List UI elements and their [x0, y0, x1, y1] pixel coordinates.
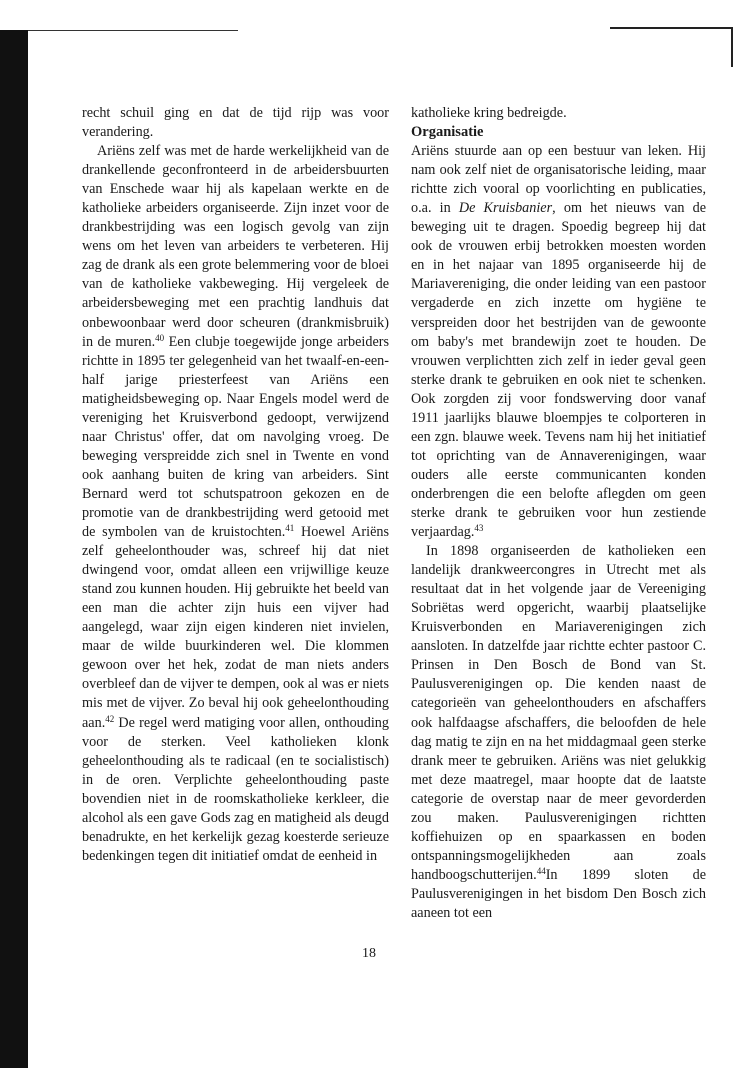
left-p2a-text: Ariëns zelf was met de harde werkelijkheid van de drankellende geconfronteerd in de arbeidersbuurten van Enschede waar hij als kapelaan werkte en de katholieke arbeiders organiseerde. Zijn inzet voor de drankbestrijding was een logisch gevolg van zijn wens om het leven van arbeiders te verbeteren. Hij zag de drank als een grote belemmering voor de bloei van de katholieke vakbeweging. Hij vergeleek de arbeidersbeweging met een prachtig landhuis dat onbewoonbaar werd door scheuren (drankmisbruik) in de muren. — [82, 143, 389, 350]
footnote-ref-42: 42 — [105, 713, 115, 724]
footnote-ref-44: 44 — [536, 865, 546, 876]
right-paragraph-2 — [411, 142, 706, 542]
footnote-ref-41: 41 — [285, 523, 295, 534]
section-heading: Organisatie — [411, 124, 484, 141]
right-p2b-text: , om het nieuws van de beweging uit te dragen. Spoedig begreep hij dat ook de vrouwen erbij betrokken moesten worden en in het najaar van 1895 organiseerde hij de Mariavereniging, die onder leiding van een pastoor vergaderde en zich inzette om hygiëne te verspreiden door het bestrijden van de gewoonte om baby's met brandewijn zoet te houden. De vrouwen verplichtten zich zelf in ieder geval geen sterke drank te gebruiken en ook niet te schenken. Ook zorgden zij voor fondswerving door vanaf 1911 jaarlijks blauwe bloempjes te colporteren in een zgn. blauwe week. Tevens nam hij het initiatief tot oprichting van de Annaverenigingen, waar ouders alle eerste communicanten konden onderbrengen die een belofte aflegden om geen sterke drank te gebruiken voor hun zestiende verjaardag. — [411, 200, 707, 541]
right-p3b-text: In 1899 sloten de Paulusverenigingen in het bisdom Den Bosch zich aaneen tot een — [411, 866, 706, 921]
left-p1-text: recht schuil ging en dat de tijd rijp was voor verandering. — [82, 105, 389, 141]
footnote-ref-43: 43 — [474, 523, 484, 534]
publication-title: De Kruisbanier — [458, 200, 553, 217]
right-p2a-text: Ariëns stuurde aan op een bestuur van leken. Hij nam ook zelf niet de organisatorische leiding, maar richtte zich vooral op voorlichting en publicaties, o.a. in — [411, 143, 706, 217]
scan-border-top-right — [610, 27, 732, 29]
left-paragraph-1 — [82, 104, 389, 142]
left-p2c-text: Hoewel Ariëns zelf geheelonthouder was, schreef hij dat niet dwingend voor, omdat alleen een vrijwillige keuze stand zou kunnen houden. Hij gebruikte het beeld van een man die achter zijn huis een vijver had aangelegd, waar zijn eigen kinderen niet invielen, maar de wilde buurkinderen wel. Die klommen gewoon over het hek, zodat de man niets anders overbleef dan de vijver te dempen, ook al was er niets mis met de vijver. Zo beval hij ook geheelonthouding aan. — [82, 524, 389, 731]
left-p2b-text: Een clubje toegewijde jonge arbeiders richtte in 1895 ter gelegenheid van het twaalf-en-een-half jarige priesterfeest van Ariëns een matigheidsbeweging op. Naar Engels model werd de vereniging het Kruisverbond gedoopt, verwijzend naar Christus' offer, dat om navolging vroeg. De beweging verspreidde zich snel in Twente en vond ook aanhang buiten de kring van arbeiders. Sint Bernard werd tot schutspatroon gekozen en de promotie van de drankbestrijding werd getooid met de symbolen van de kruistochten. — [82, 333, 390, 541]
right-paragraph-3 — [411, 542, 706, 923]
right-p3a-text: In 1898 organiseerden de katholieken een landelijk drankweercongres in Utrecht met als resultaat dat in het volgende jaar de Vereeniging Sobriëtas werd opgericht, waarbij plaatselijke Kruisverbonden en Mariaverenigingen zich aansloten. In datzelfde jaar richtte echter pastoor C. Prinsen in Den Bosch de Bond van St. Paulusverenigingen op. Die kenden naast de categorieën van geheelonthouders en afschaffers ook halfdaagse afschaffers, die beloofden de hele dag matig te zijn en na het middagmaal geen sterke drank meer te gebruiken. Ariëns was niet gelukkig met deze maatregel, maar hoopte dat de laatste categorie de overstap naar de meer gevorderden zou maken. Paulusverenigingen richtten koffiehuizen op en spaarkassen en boden ontspanningsmogelijkheden aan zoals handboogschutterijen. — [411, 543, 706, 883]
page-number: 18 — [362, 946, 376, 961]
scan-border-left — [0, 30, 28, 1068]
left-column — [82, 104, 389, 866]
footnote-ref-40: 40 — [155, 332, 165, 343]
left-p2d-text: De regel werd matiging voor allen, onthouding voor de sterken. Veel katholieken klonk geheelonthouding als te radicaal (en te socialistisch) in de oren. Verplichte geheelonthouding paste bovendien niet in de roomskatholieke kerkleer, die alcohol als een gave Gods zag en matigheid als deugd benadrukte, en het kerkelijk gezag koesterde serieuze bedenkingen tegen dit initiatief omdat de eenheid in — [82, 714, 389, 864]
right-paragraph-1 — [411, 104, 706, 123]
scan-border-right-tick — [731, 27, 733, 67]
scan-border-top-left — [28, 30, 238, 31]
left-paragraph-2 — [82, 142, 389, 866]
right-column — [411, 104, 706, 923]
right-p1-text: katholieke kring bedreigde. — [411, 105, 567, 121]
